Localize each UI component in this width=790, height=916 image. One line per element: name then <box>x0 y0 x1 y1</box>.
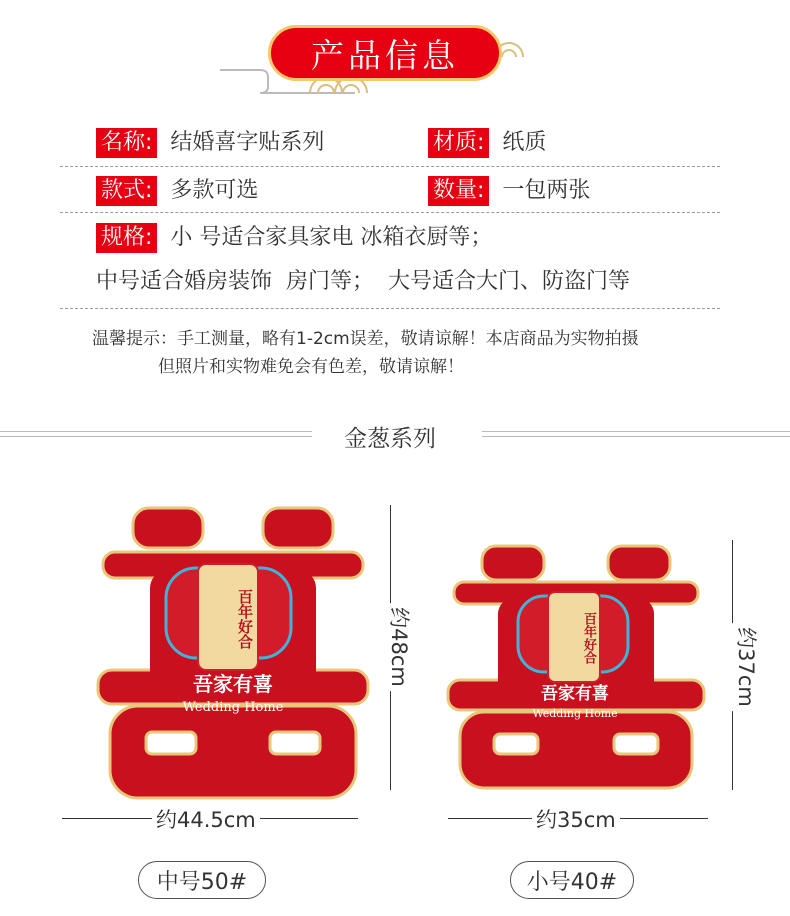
spec-label: 名称: <box>96 128 157 158</box>
spec-label: 数量: <box>428 176 489 206</box>
note-line-1: 温馨提示：手工测量，略有1-2cm误差，敬请谅解！本店商品为实物拍摄 <box>92 329 639 349</box>
spec-label: 规格: <box>96 223 157 253</box>
spec-value: 一包两张 <box>502 178 591 203</box>
divider <box>60 166 720 167</box>
slogan-en: Wedding Home <box>182 700 284 715</box>
height-label: 约48cm <box>385 603 415 691</box>
spec-label: 材质: <box>428 128 489 158</box>
spec-style <box>96 176 258 206</box>
spec-value: 纸质 <box>502 130 547 155</box>
section-rule-right <box>482 431 790 437</box>
size-tag-medium <box>138 861 266 899</box>
divider <box>60 308 720 309</box>
spec-quantity <box>428 176 590 206</box>
spec-label: 款式: <box>96 176 157 206</box>
product-image-medium <box>88 500 378 805</box>
spec-name <box>96 128 324 158</box>
height-label: 约37cm <box>732 623 762 711</box>
size-tag-small <box>510 861 634 899</box>
section-rule-left <box>0 431 312 437</box>
note-line-2: 但照片和实物难免会有色差，敬请谅解！ <box>158 357 464 377</box>
product-image-small <box>440 540 712 792</box>
width-label: 约35cm <box>532 804 620 834</box>
spec-value: 小 号适合家具家电 冰箱衣厨等； <box>170 225 493 250</box>
spec-size <box>96 223 492 253</box>
badge-text: 百年好合 <box>581 612 596 664</box>
section-header-pill <box>268 25 502 81</box>
divider <box>60 212 720 213</box>
slogan: 吾家有喜 <box>541 684 609 704</box>
badge-text: 百年好合 <box>236 589 254 649</box>
slogan-en: Wedding Home <box>532 707 618 720</box>
spec-material <box>428 128 546 158</box>
size-label: 小号40# <box>526 869 618 895</box>
width-label: 约44.5cm <box>152 804 260 834</box>
section-title: 金葱系列 <box>344 426 436 452</box>
size-label: 中号50# <box>156 869 248 895</box>
slogan: 吾家有喜 <box>193 672 273 696</box>
spec-value: 结婚喜字贴系列 <box>170 130 325 155</box>
spec-value: 多款可选 <box>170 178 259 203</box>
header-title: 产品信息 <box>311 35 459 75</box>
spec-size-continued: 中号适合婚房装饰 房门等； 大号适合大门、防盗门等 <box>96 269 630 294</box>
